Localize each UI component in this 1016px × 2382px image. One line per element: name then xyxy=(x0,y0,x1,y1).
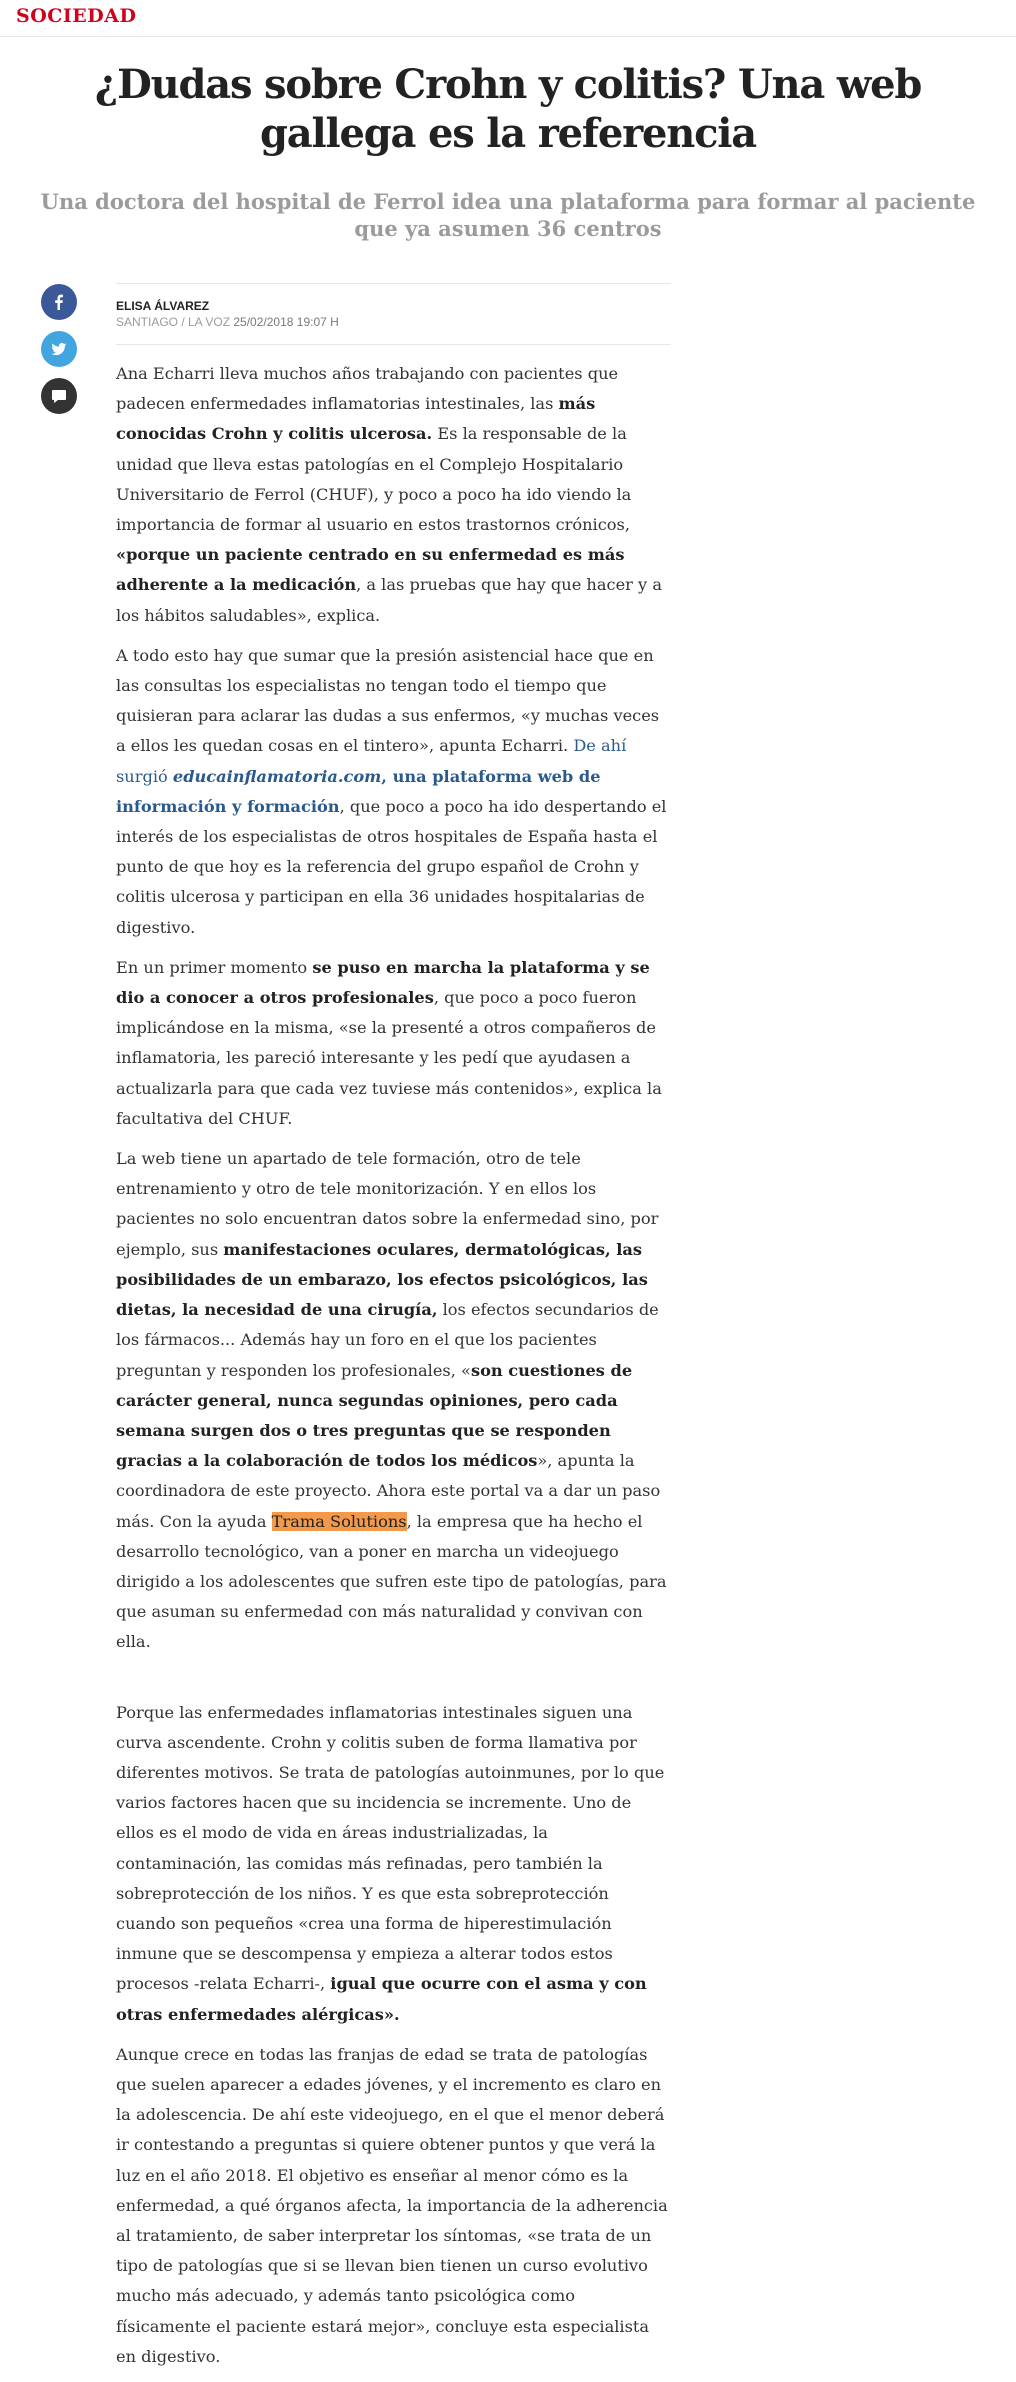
paragraph: A todo esto hay que sumar que la presión asistencial hace que en las consultas los especialistas no tengan todo el tiempo que quisieran para aclarar las dudas a sus enfermos, «y muchas veces a ellos les quedan cosas en el tintero», apunta Echarri. De ahí surgió educainflamatoria.com, una plataforma web de información y formación, que poco a poco ha ido despertando el interés de los especialistas de otros hospitales de España hasta el punto de que hoy es la referencia del grupo español de Crohn y colitis ulcerosa y participan en ella 36 unidades hospitalarias de digestivo. xyxy=(116,645,667,937)
article-subheadline: Una doctora del hospital de Ferrol idea una plataforma para formar al paciente que ya asumen 36 centros xyxy=(40,189,976,241)
twitter-share-button[interactable] xyxy=(41,331,77,367)
paragraph: La web tiene un apartado de tele formación, otro de tele entrenamiento y otro de tele monitorización. Y en ellos los pacientes no solo encuentran datos sobre la enfermedad sino, por ejemplo, sus manifestaciones oculares, dermatológicas, las posibilidades de un embarazo, los efectos psicológicos, las dietas, la necesidad de una cirugía, los efectos secundarios de los fármacos... Además hay un foro en el que los pacientes preguntan y responden los profesionales, «son cuestiones de carácter general, nunca segundas opiniones, pero cada semana surgen dos o tres preguntas que se responden gracias a la colaboración de todos los médicos», apunta la coordinadora de este proyecto. Ahora este portal va a dar un paso más. Con la ayuda Trama Solutions, la empresa que ha hecho el desarrollo tecnológico, van a poner en marcha un videojuego dirigido a los adolescentes que sufren este tipo de patologías, para que asuman su enfermedad con más naturalidad y convivan con ella. xyxy=(116,1149,667,1652)
facebook-share-button[interactable] xyxy=(41,284,77,320)
paragraph: Porque las enfermedades inflamatorias intestinales siguen una curva ascendente. Crohn y colitis suben de forma llamativa por diferentes motivos. Se trata de patologías autoinmunes, por lo que varios factores hacen que su incidencia se incremente. Uno de ellos es el modo de vida en áreas industrializadas, la contaminación, las comidas más refinadas, pero también la sobreprotección de los niños. Y es que esta sobreprotección cuando son pequeños «crea una forma de hiperestimulación inmune que se descompensa y empieza a alterar todos estos procesos -relata Echarri-, igual que ocurre con el asma y con otras enfermedades alérgicas». xyxy=(116,1702,665,2024)
author-name[interactable]: ELISA ÁLVAREZ xyxy=(116,299,210,313)
article-headline: ¿Dudas sobre Crohn y colitis? Una web gallega es la referencia xyxy=(94,61,922,157)
paragraph: Ana Echarri lleva muchos años trabajando con pacientes que padecen enfermedades inflamatorias intestinales, las más conocidas Crohn y colitis ulcerosa. Es la responsable de la unidad que lleva estas patologías en el Complejo Hospitalario Universitario de Ferrol (CHUF), y poco a poco ha ido viendo la importancia de formar al usuario en estos trastornos crónicos, «porque un paciente centrado en su enfermedad es más adherente a la medicación, a las pruebas que hay que hacer y a los hábitos saludables», explica. xyxy=(116,364,662,625)
paragraph: Aunque crece en todas las franjas de edad se trata de patologías que suelen aparecer a edades jóvenes, y el incremento es claro en la adolescencia. De ahí este videojuego, en el que el menor deberá ir contestando a preguntas si quiere obtener puntos y que verá la luz en el año 2018. El objetivo es enseñar al menor cómo es la enfermedad, a qué órganos afecta, la importancia de la adherencia al tratamiento, de saber interpretar los síntomas, «se trata de un tipo de patologías que si se llevan bien tienen un curso evolutivo mucho más adecuado, y además tanto psicológica como físicamente el paciente estará mejor», concluye esta especialista en digestivo. xyxy=(116,2044,668,2366)
comments-button[interactable] xyxy=(41,378,77,414)
educainflamatoria-link[interactable]: De ahí surgió educainflamatoria.com, una plataforma web de información y formación xyxy=(116,736,627,816)
section-label[interactable]: SOCIEDAD xyxy=(16,5,137,27)
comment-icon xyxy=(50,387,68,405)
highlighted-text: Trama Solutions xyxy=(271,1511,407,1531)
facebook-icon xyxy=(50,293,68,311)
dateline xyxy=(116,315,339,329)
location: SANTIAGO / LA VOZ xyxy=(116,315,231,329)
twitter-icon xyxy=(50,340,68,358)
section-bar xyxy=(0,0,1016,37)
paragraph: En un primer momento se puso en marcha la plataforma y se dio a conocer a otros profesionales, que poco a poco fueron implicándose en la misma, «se la presenté a otros compañeros de inflamatoria, les pareció interesante y les pedí que ayudasen a actualizarla para que cada vez tuviese más contenidos», explica la facultativa del CHUF. xyxy=(116,957,662,1128)
byline xyxy=(116,283,671,345)
publish-date: 25/02/2018 19:07 H xyxy=(233,315,339,329)
article-body xyxy=(116,359,672,2382)
